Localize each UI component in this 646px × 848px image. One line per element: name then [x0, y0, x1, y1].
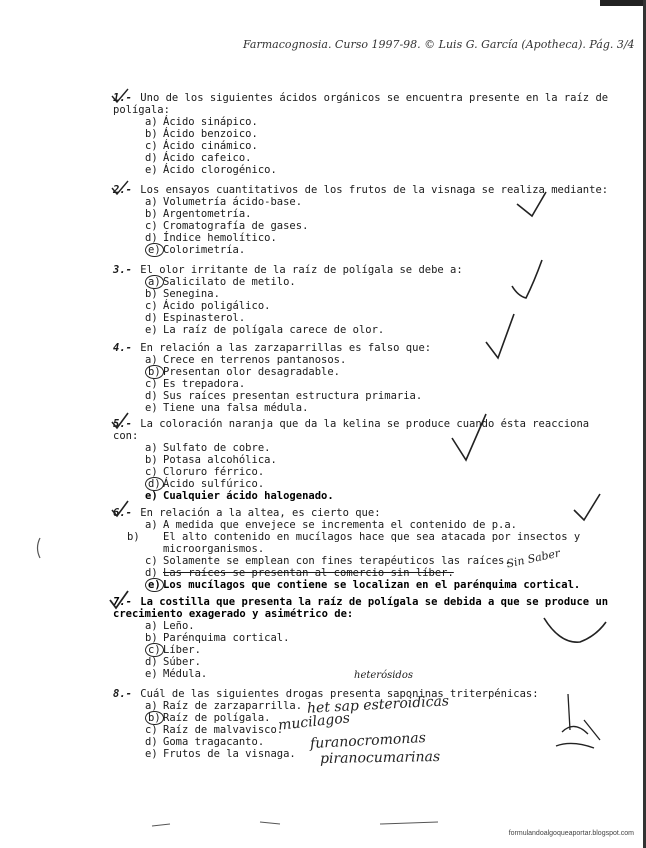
- question-stem: [113, 507, 618, 519]
- question-number: 6.-: [113, 507, 132, 519]
- option-letter: b): [145, 366, 163, 378]
- option-text: La raíz de polígala carece de olor.: [163, 324, 385, 336]
- option-text: Espinasterol.: [163, 312, 246, 324]
- option-d: [145, 567, 618, 579]
- option-letter: a): [145, 519, 158, 531]
- question-number: 8.-: [113, 688, 132, 700]
- option-letter: e): [145, 748, 158, 760]
- stray-margin-mark-icon: [34, 536, 44, 560]
- option-d: [145, 312, 618, 324]
- option-letter: d): [145, 736, 158, 748]
- option-letter: d): [145, 232, 158, 244]
- page-header: Farmacognosia. Curso 1997-98. © Luis G. García (Apotheca). Pág. 3/4: [243, 38, 635, 51]
- question-text: En relación a las zarzaparrillas es falso que:: [140, 342, 432, 354]
- option-letter: c): [145, 644, 163, 656]
- option-text: Es trepadora.: [163, 378, 246, 390]
- question-text: La coloración naranja que da la kelina se produce cuando ésta reacciona con:: [113, 418, 590, 442]
- option-text: Súber.: [163, 656, 201, 668]
- options-list: [113, 442, 618, 502]
- option-text: A medida que envejece se incrementa el contenido de p.a.: [163, 519, 518, 531]
- option-letter: e): [145, 324, 158, 336]
- option-text: Cromatografía de gases.: [163, 220, 309, 232]
- option-letter: c): [145, 378, 158, 390]
- stray-bottom-mark-icon: [150, 818, 440, 830]
- question-number: 7.-: [113, 596, 132, 608]
- option-text: Tiene una falsa médula.: [163, 402, 309, 414]
- option-c: [145, 378, 618, 390]
- option-c: [145, 140, 618, 152]
- option-text: Ácido clorogénico.: [163, 164, 277, 176]
- option-text: Potasa alcohólica.: [163, 454, 277, 466]
- option-e: [145, 244, 618, 256]
- option-text: El alto contenido en mucílagos hace que sea atacada por insectos y microorganismos.: [163, 531, 581, 555]
- question-text: Uno de los siguientes ácidos orgánicos se encuentra presente en la raíz de polígala:: [113, 92, 609, 116]
- handwritten-sin-saber: Sin Saber: [505, 546, 562, 571]
- option-letter: c): [145, 466, 158, 478]
- option-text: Leño.: [163, 620, 195, 632]
- option-text: Parénquima cortical.: [163, 632, 290, 644]
- question-1: [113, 92, 618, 176]
- option-letter: e): [145, 164, 158, 176]
- option-text: Sulfato de cobre.: [163, 442, 271, 454]
- check-mark-icon: [570, 492, 604, 524]
- option-text: Cloruro férrico.: [163, 466, 265, 478]
- option-e: [145, 579, 618, 591]
- option-b: [145, 454, 618, 466]
- option-b: [145, 128, 618, 140]
- option-letter: a): [145, 116, 158, 128]
- option-text: Goma tragacanto.: [163, 736, 265, 748]
- option-a: [145, 354, 618, 366]
- option-letter: b): [145, 288, 158, 300]
- option-letter: c): [145, 140, 158, 152]
- check-mark-icon: [508, 258, 548, 302]
- option-letter: a): [145, 354, 158, 366]
- option-a: [145, 116, 618, 128]
- option-letter: a): [145, 196, 158, 208]
- option-letter: b): [145, 208, 158, 220]
- option-letter: d): [145, 567, 158, 579]
- option-letter: b): [127, 531, 140, 543]
- option-text: Ácido cafeico.: [163, 152, 252, 164]
- option-d: [145, 478, 618, 490]
- handwritten-furanocromonas: furanocromonas: [309, 729, 427, 753]
- option-letter: c): [145, 300, 158, 312]
- options-list: [113, 354, 618, 414]
- option-text: Índice hemolítico.: [163, 232, 277, 244]
- question-text: En relación a la altea, es cierto que:: [140, 507, 381, 519]
- option-letter: a): [145, 442, 158, 454]
- option-text: Ácido sinápico.: [163, 116, 258, 128]
- options-list: [113, 116, 618, 176]
- option-letter: b): [145, 712, 163, 724]
- option-text: Médula.: [163, 668, 208, 680]
- handwritten-mucilagos: mucilagos: [277, 710, 351, 734]
- question-tick-icon: [108, 590, 130, 610]
- option-text: Presentan olor desagradable.: [163, 366, 341, 378]
- question-text: El olor irritante de la raíz de polígala se debe a:: [140, 264, 463, 276]
- question-4: [113, 342, 618, 414]
- option-letter: b): [145, 454, 158, 466]
- question-text: Los ensayos cuantitativos de los frutos de la visnaga se realiza mediante:: [140, 184, 609, 196]
- question-number: 1.-: [113, 92, 132, 104]
- question-stem: [113, 342, 618, 354]
- check-mark-icon: [446, 412, 492, 464]
- question-tick-icon: [110, 88, 130, 104]
- option-text: Raíz de malvavisco.: [163, 724, 284, 736]
- option-letter: c): [145, 724, 158, 736]
- option-letter: a): [145, 700, 158, 712]
- option-text: Ácido benzoico.: [163, 128, 258, 140]
- option-e: [145, 164, 618, 176]
- option-text: Solamente se emplean con fines terapéuticos las raíces.: [163, 555, 511, 567]
- hand-scribble-icon: [548, 690, 608, 760]
- option-e: [145, 490, 618, 502]
- option-text: Raíz de polígala.: [163, 712, 271, 724]
- option-d: [145, 390, 618, 402]
- question-tick-icon: [110, 180, 130, 196]
- option-text: Ácido cinámico.: [163, 140, 258, 152]
- footer-url: formulandoalgoqueaportar.blogspot.com: [508, 830, 634, 837]
- option-text: Colorimetría.: [163, 244, 246, 256]
- option-text: Los mucílagos que contiene se localizan en el parénquima cortical.: [163, 579, 581, 591]
- option-c: [145, 220, 618, 232]
- option-text: Las raíces se presentan al comercio sin líber.: [163, 567, 454, 579]
- option-e: [145, 402, 618, 414]
- option-letter: d): [145, 478, 163, 490]
- option-letter: d): [145, 390, 158, 402]
- question-number: 4.-: [113, 342, 132, 354]
- option-text: Salicilato de metilo.: [163, 276, 296, 288]
- option-letter: b): [145, 632, 158, 644]
- option-text: Cualquier ácido halogenado.: [163, 490, 334, 502]
- question-stem: [113, 92, 618, 116]
- option-a: [145, 442, 618, 454]
- option-letter: e): [145, 244, 163, 256]
- question-stem: [113, 418, 618, 442]
- option-text: Sus raíces presentan estructura primaria.: [163, 390, 423, 402]
- option-text: Raíz de zarzaparrilla.: [163, 700, 303, 712]
- question-number: 2.-: [113, 184, 132, 196]
- handwritten-het-sap-esteroidicas: het sap esteroidicas: [306, 693, 450, 717]
- scan-border-top: [600, 0, 646, 6]
- option-letter: d): [145, 152, 158, 164]
- question-number: 5.-: [113, 418, 132, 430]
- option-text: Ácido poligálico.: [163, 300, 271, 312]
- option-letter: e): [145, 402, 158, 414]
- question-text: La costilla que presenta la raíz de polígala se debida a que se produce un crecimiento exagerado y asimétrico de:: [113, 596, 609, 620]
- option-letter: e): [145, 490, 158, 502]
- handwritten-piranocumarinas: piranocumarinas: [319, 748, 441, 768]
- option-b: [145, 366, 618, 378]
- question-tick-icon: [110, 500, 130, 518]
- check-mark-icon: [512, 190, 552, 220]
- option-letter: d): [145, 656, 158, 668]
- check-mark-icon: [540, 608, 610, 648]
- option-text: Líber.: [163, 644, 201, 656]
- option-text: Senegina.: [163, 288, 220, 300]
- option-letter: a): [145, 276, 163, 288]
- option-letter: e): [145, 579, 163, 591]
- question-number: 3.-: [113, 264, 132, 276]
- option-letter: b): [145, 128, 158, 140]
- option-letter: c): [145, 555, 158, 567]
- option-text: Ácido sulfúrico.: [163, 478, 265, 490]
- question-text: Cuál de las siguientes drogas presenta saponinas triterpénicas:: [140, 688, 539, 700]
- option-letter: d): [145, 312, 158, 324]
- option-text: Volumetría ácido-base.: [163, 196, 303, 208]
- option-text: Argentometría.: [163, 208, 252, 220]
- option-letter: c): [145, 220, 158, 232]
- handwritten-heterosidos: heterósidos: [354, 670, 413, 681]
- option-text: Crece en terrenos pantanosos.: [163, 354, 347, 366]
- option-e: [145, 324, 618, 336]
- option-text: Frutos de la visnaga.: [163, 748, 296, 760]
- option-letter: a): [145, 620, 158, 632]
- option-letter: e): [145, 668, 158, 680]
- question-5: [113, 418, 618, 502]
- option-d: [145, 152, 618, 164]
- option-c: [145, 466, 618, 478]
- option-d: [145, 232, 618, 244]
- question-tick-icon: [110, 412, 130, 430]
- option-d: [145, 656, 618, 668]
- option-a: [145, 519, 618, 531]
- check-mark-icon: [480, 312, 520, 362]
